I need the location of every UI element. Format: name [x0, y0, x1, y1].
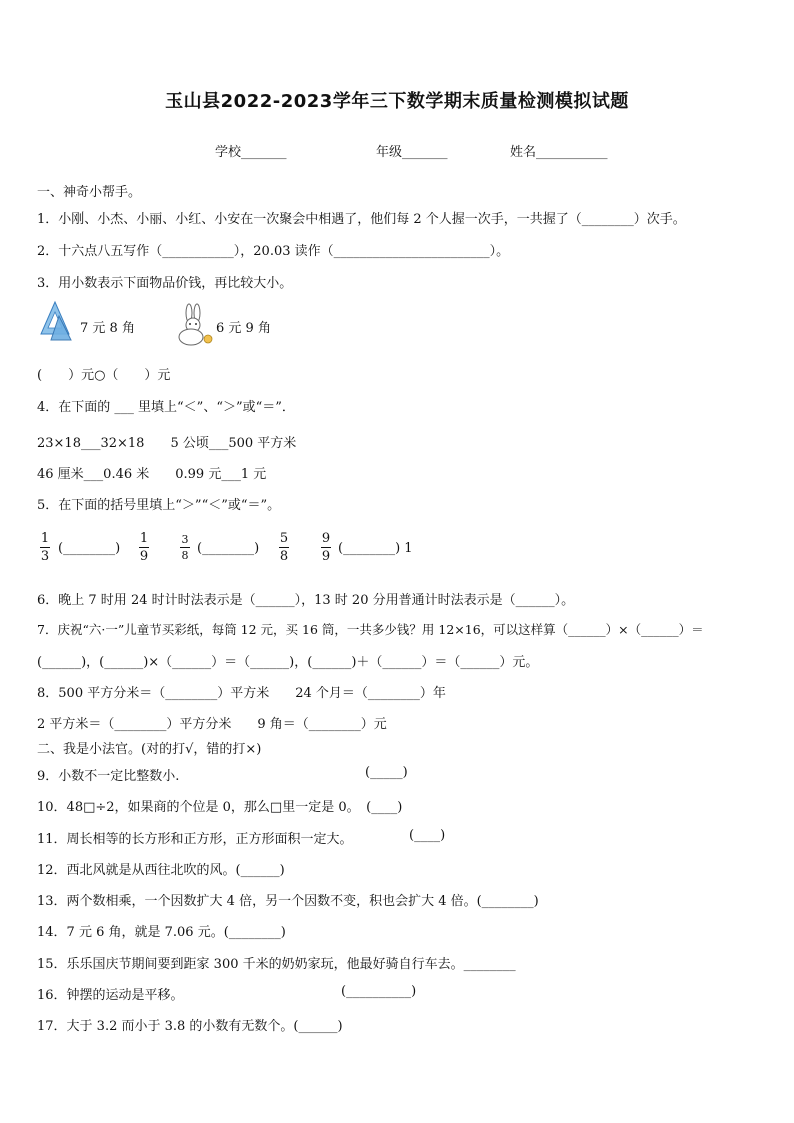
fraction-numerator: 1 [40, 531, 50, 546]
question-17: 17．大于 3.2 而小于 3.8 的小数有无数个。(______) [37, 1019, 343, 1034]
name-field: 姓名___________ [510, 145, 608, 160]
grade-field: 年级_______ [376, 145, 448, 160]
question-4-row-1: 23×18___32×18 5 公顷___500 平方米 [37, 436, 297, 451]
question-7-line-1: 7．庆祝“六·一”儿童节买彩纸，每筒 12 元，买 16 筒，一共多少钱？用 12×16，可以这样算（______）×（______）＝ [37, 622, 704, 637]
question-10: 10．48□÷2，如果商的个位是 0，那么□里一定是 0。 (____) [37, 800, 403, 815]
fraction-1 [40, 531, 50, 564]
fraction-numerator: 9 [321, 531, 331, 546]
question-8-line-1: 8．500 平方分米＝（________）平方米 24 个月＝（________）年 [37, 686, 446, 701]
ruler-price: 7 元 8 角 [80, 321, 135, 336]
question-16: 16．钟摆的运动是平移。 [37, 988, 184, 1003]
fraction-5 [321, 531, 331, 564]
question-3: 3．用小数表示下面物品价钱，再比较大小。 [37, 276, 293, 291]
page-title: 玉山县2022-2023学年三下数学期末质量检测模拟试题 [165, 91, 629, 112]
question-11-answer: (____) [409, 828, 446, 843]
question-14: 14．7 元 6 角，就是 7.06 元。(________) [37, 925, 286, 940]
fraction-3 [180, 533, 190, 562]
question-2: 2．十六点八五写作（___________），20.03 读作（________________________）。 [37, 244, 510, 259]
section-1-heading: 一、神奇小帮手。 [37, 185, 142, 200]
question-1: 1．小刚、小杰、小丽、小红、小安在一次聚会中相遇了，他们每 2 个人握一次手，一共握了（________）次手。 [37, 212, 686, 227]
question-4-row-2: 46 厘米___0.46 米 0.99 元___1 元 [37, 467, 267, 482]
fraction-2 [139, 531, 149, 564]
section-2-heading: 二、我是小法官。(对的打√，错的打×) [37, 742, 262, 757]
question-9-answer: (_____) [365, 765, 408, 780]
question-12: 12．西北风就是从西往北吹的风。(______) [37, 863, 285, 878]
question-4: 4．在下面的 ___ 里填上“＜”、“＞”或“＝”． [37, 400, 295, 415]
school-field: 学校_______ [215, 145, 287, 160]
question-5: 5．在下面的括号里填上“＞”“＜”或“＝”。 [37, 498, 281, 513]
question-8-line-2: 2 平方米＝（________）平方分米 9 角＝（________）元 [37, 717, 387, 732]
question-13: 13．两个数相乘，一个因数扩大 4 倍，另一个因数不变，积也会扩大 4 倍。(________) [37, 894, 539, 909]
question-9: 9．小数不一定比整数小. [37, 769, 180, 784]
question-11: 11．周长相等的长方形和正方形，正方形面积一定大。 [37, 832, 353, 847]
fraction-numerator: 3 [181, 533, 189, 546]
question-16-answer: (__________) [341, 984, 417, 999]
fraction-numerator: 1 [139, 531, 149, 546]
question-3-compare: ( ）元○（ ）元 [37, 368, 171, 383]
rabbit-toy-icon [172, 303, 214, 347]
question-15: 15．乐乐国庆节期间要到距家 300 千米的奶奶家玩，他最好骑自行车去。________ [37, 957, 516, 972]
q5-blank-2: (________) [197, 541, 260, 556]
fraction-denominator: 8 [181, 549, 189, 562]
fraction-denominator: 9 [139, 549, 149, 564]
triangle-ruler-icon [39, 300, 73, 342]
fraction-numerator: 5 [279, 531, 289, 546]
q5-blank-3: (________) 1 [338, 541, 413, 556]
fraction-4 [279, 531, 289, 564]
fraction-denominator: 9 [321, 549, 331, 564]
fraction-denominator: 3 [40, 549, 50, 564]
rabbit-price: 6 元 9 角 [216, 321, 271, 336]
fraction-denominator: 8 [279, 549, 289, 564]
question-6: 6．晚上 7 时用 24 时计时法表示是（______），13 时 20 分用普通计时法表示是（______）。 [37, 593, 575, 608]
q5-blank-1: (________) [58, 541, 121, 556]
question-7-line-2: (______)，(______)×（______）＝（______)，(______)＋（______）＝（______）元。 [37, 655, 539, 670]
